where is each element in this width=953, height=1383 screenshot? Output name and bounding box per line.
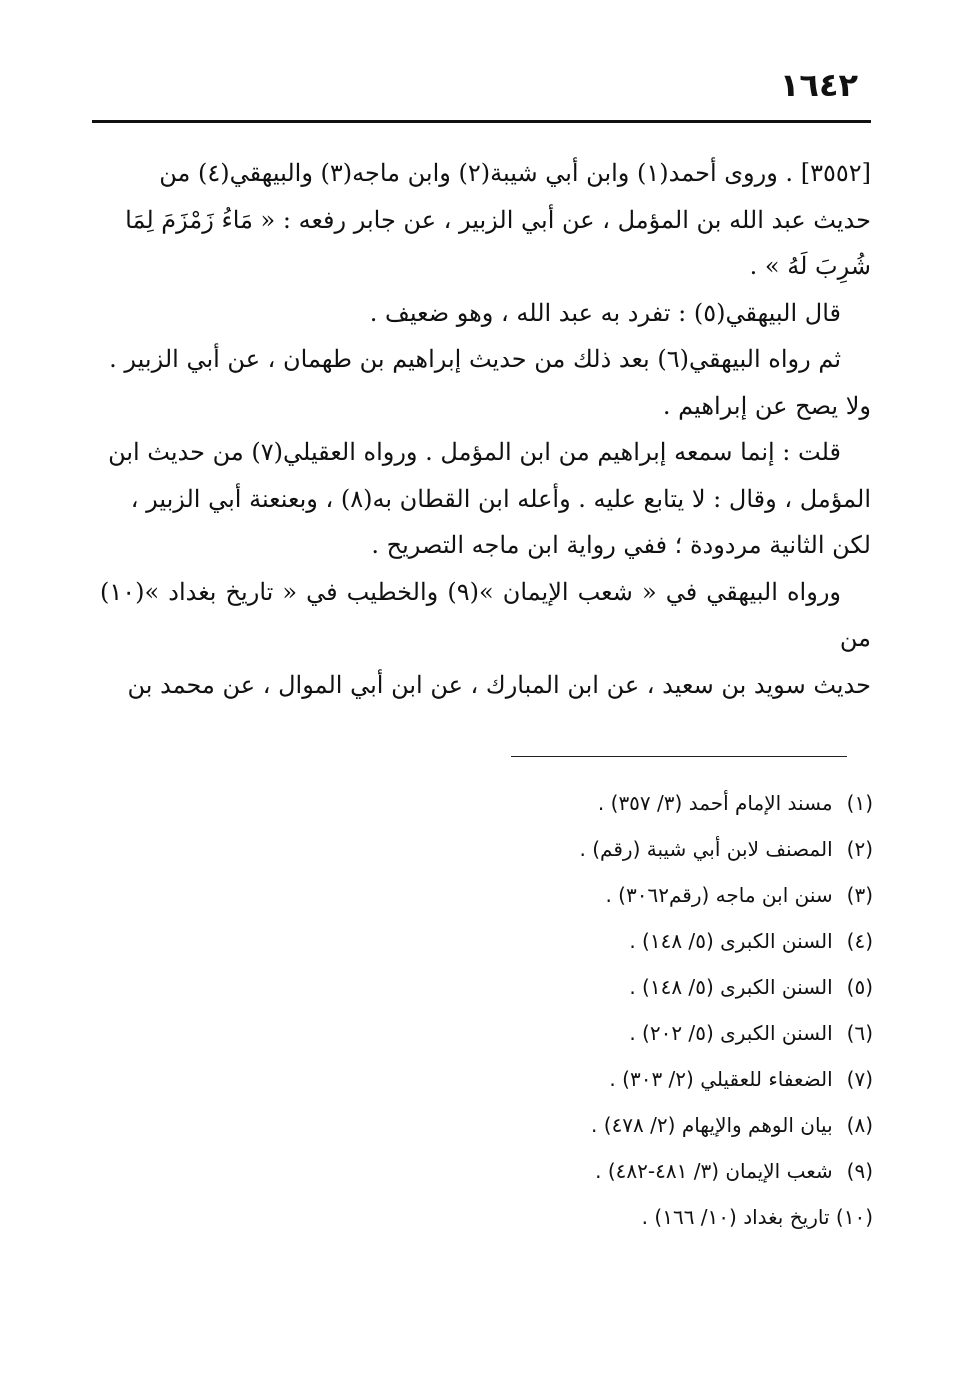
footnote (100, 1194, 873, 1240)
text-line: قلت : إنما سمعه إبراهيم من ابن المؤمل . ورواه العقيلي(٧) من حديث ابن (108, 438, 841, 466)
footnote-text: السنن الكبرى (٥/ ١٤٨) . (629, 929, 833, 953)
footnote-number: (٩) (846, 1159, 873, 1183)
footnote-text: السنن الكبرى (٥/ ٢٠٢) . (629, 1021, 833, 1045)
footnote-text: بيان الوهم والإيهام (٢/ ٤٧٨) . (591, 1113, 833, 1137)
text-line: ورواه البيهقي في « شعب الإيمان »(٩) والخطيب في « تاريخ بغداد »(١٠) من (100, 577, 871, 652)
text-line: قال البيهقي(٥) : تفرد به عبد الله ، وهو ضعيف . (369, 298, 841, 327)
footnote-number: (١٠) (835, 1205, 873, 1229)
main-text (100, 150, 871, 708)
footnote-number: (٢) (846, 837, 873, 861)
text-line: حديث عبد الله بن المؤمل ، عن أبي الزبير ، عن جابر رفعه : « مَاءُ زَمْزَمَ لِمَا (125, 205, 871, 234)
footnote (100, 964, 873, 1010)
text-line: شُرِبَ لَهُ » . (749, 252, 871, 280)
page-number: ١٦٤٢ (779, 66, 858, 104)
footnote (100, 1148, 873, 1194)
footnote-number: (١) (846, 791, 873, 815)
footnote-text: المصنف لابن أبي شيبة (رقم) . (579, 837, 833, 861)
footnote-number: (٥) (846, 975, 873, 999)
footnote (100, 780, 873, 826)
text-line: المؤمل ، وقال : لا يتابع عليه . وأعله ابن القطان به(٨) ، وبعنعنة أبي الزبير ، (130, 484, 871, 513)
footnote (100, 918, 873, 964)
text-line: حديث سويد بن سعيد ، عن ابن المبارك ، عن ابن أبي الموال ، عن محمد بن (127, 670, 871, 699)
footnote-text: السنن الكبرى (٥/ ١٤٨) . (629, 975, 833, 999)
footnote (100, 826, 873, 872)
footnote-text: تاريخ بغداد (١٠/ ١٦٦) . (641, 1205, 830, 1229)
text-line: ولا يصح عن إبراهيم . (662, 391, 871, 420)
footnote-text: الضعفاء للعقيلي (٢/ ٣٠٣) . (609, 1067, 833, 1091)
text-line: ثم رواه البيهقي(٦) بعد ذلك من حديث إبراهيم بن طهمان ، عن أبي الزبير . (109, 345, 841, 373)
footnote-number: (٧) (846, 1067, 873, 1091)
footnote-number: (٦) (846, 1021, 873, 1045)
footnote-text: سنن ابن ماجه (رقم٣٠٦٢) . (605, 883, 833, 907)
footnote-number: (٤) (846, 929, 873, 953)
text-line: لكن الثانية مردودة ؛ ففي رواية ابن ماجه التصريح . (371, 531, 871, 559)
footnote-number: (٣) (846, 883, 873, 907)
footnotes (100, 780, 873, 1240)
footnote (100, 1102, 873, 1148)
footnote-text: مسند الإمام أحمد (٣/ ٣٥٧) . (597, 791, 833, 815)
footnote (100, 1056, 873, 1102)
footnote (100, 1010, 873, 1056)
footnote (100, 872, 873, 918)
header-rule (92, 120, 871, 123)
footnote-text: شعب الإيمان (٣/ ٤٨١-٤٨٢) . (595, 1159, 833, 1183)
text-line: [٣٥٥٢] . وروى أحمد(١) وابن أبي شيبة(٢) وابن ماجه(٣) والبيهقي(٤) من (159, 159, 871, 187)
footnote-number: (٨) (846, 1113, 873, 1137)
